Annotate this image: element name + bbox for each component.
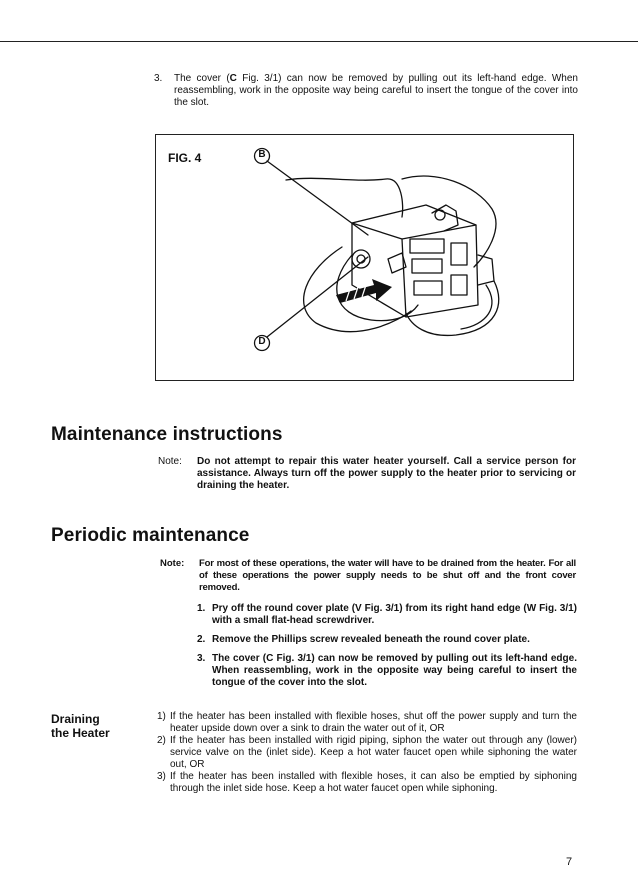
note-label: Note:	[158, 456, 182, 467]
draining-list	[157, 711, 577, 795]
figure-4	[155, 134, 574, 381]
step-text: The cover (C Fig. 3/1) can now be removed by pulling out its left-hand edge. When reassembling, work in the opposite way being careful to insert the tongue of the cover into the slot.	[174, 73, 578, 108]
maintenance-note	[158, 456, 576, 492]
list-item: 3) If the heater has been installed with flexible hoses, it can also be emptied by siphoning through the inlet side hose. Keep a hot water faucet open while siphoning.	[157, 771, 577, 794]
periodic-heading: Periodic maintenance	[51, 525, 250, 546]
list-item: 1. Pry off the round cover plate (V Fig. 3/1) from its right hand edge (W Fig. 3/1) with a small flat-head screwdriver.	[197, 603, 577, 626]
note-label: Note:	[160, 558, 185, 569]
list-item: 3. The cover (C Fig. 3/1) can now be removed by pulling out its left-hand edge. When reassembling, work in the opposite way being careful to insert the tongue of the cover into the slot.	[197, 653, 577, 688]
callout-d: D	[258, 336, 266, 347]
periodic-note	[160, 558, 576, 594]
page-number: 7	[566, 856, 573, 868]
figure-label: FIG. 4	[168, 151, 202, 165]
list-item: 1) If the heater has been installed with flexible hoses, shut off the power supply and turn the heater upside down over a sink to drain the water out of it, OR	[157, 711, 577, 734]
callout-b: B	[258, 149, 266, 160]
maintenance-heading: Maintenance instructions	[51, 424, 283, 445]
draining-side-heading: Draining the Heater	[51, 712, 110, 740]
top-rule	[0, 41, 638, 42]
step-number: 3.	[154, 73, 163, 84]
note-text: For most of these operations, the water will have to be drained from the heater. For all of these operations the power supply needs to be shut off and the front cover removed.	[199, 558, 576, 593]
list-item: 2) If the heater has been installed with rigid piping, siphon the water out through any (lower) service valve on the (inlet side). Keep a hot water faucet open while siphoning the water out, OR	[157, 735, 577, 770]
thermostat-illustration	[156, 135, 575, 382]
step-3-top	[154, 73, 578, 109]
periodic-steps	[197, 603, 577, 696]
list-item: 2. Remove the Phillips screw revealed beneath the round cover plate.	[197, 634, 530, 645]
note-text: Do not attempt to repair this water heater yourself. Call a service person for assistance. Always turn off the power supply to the heater prior to servicing or draining the heater.	[197, 456, 576, 491]
